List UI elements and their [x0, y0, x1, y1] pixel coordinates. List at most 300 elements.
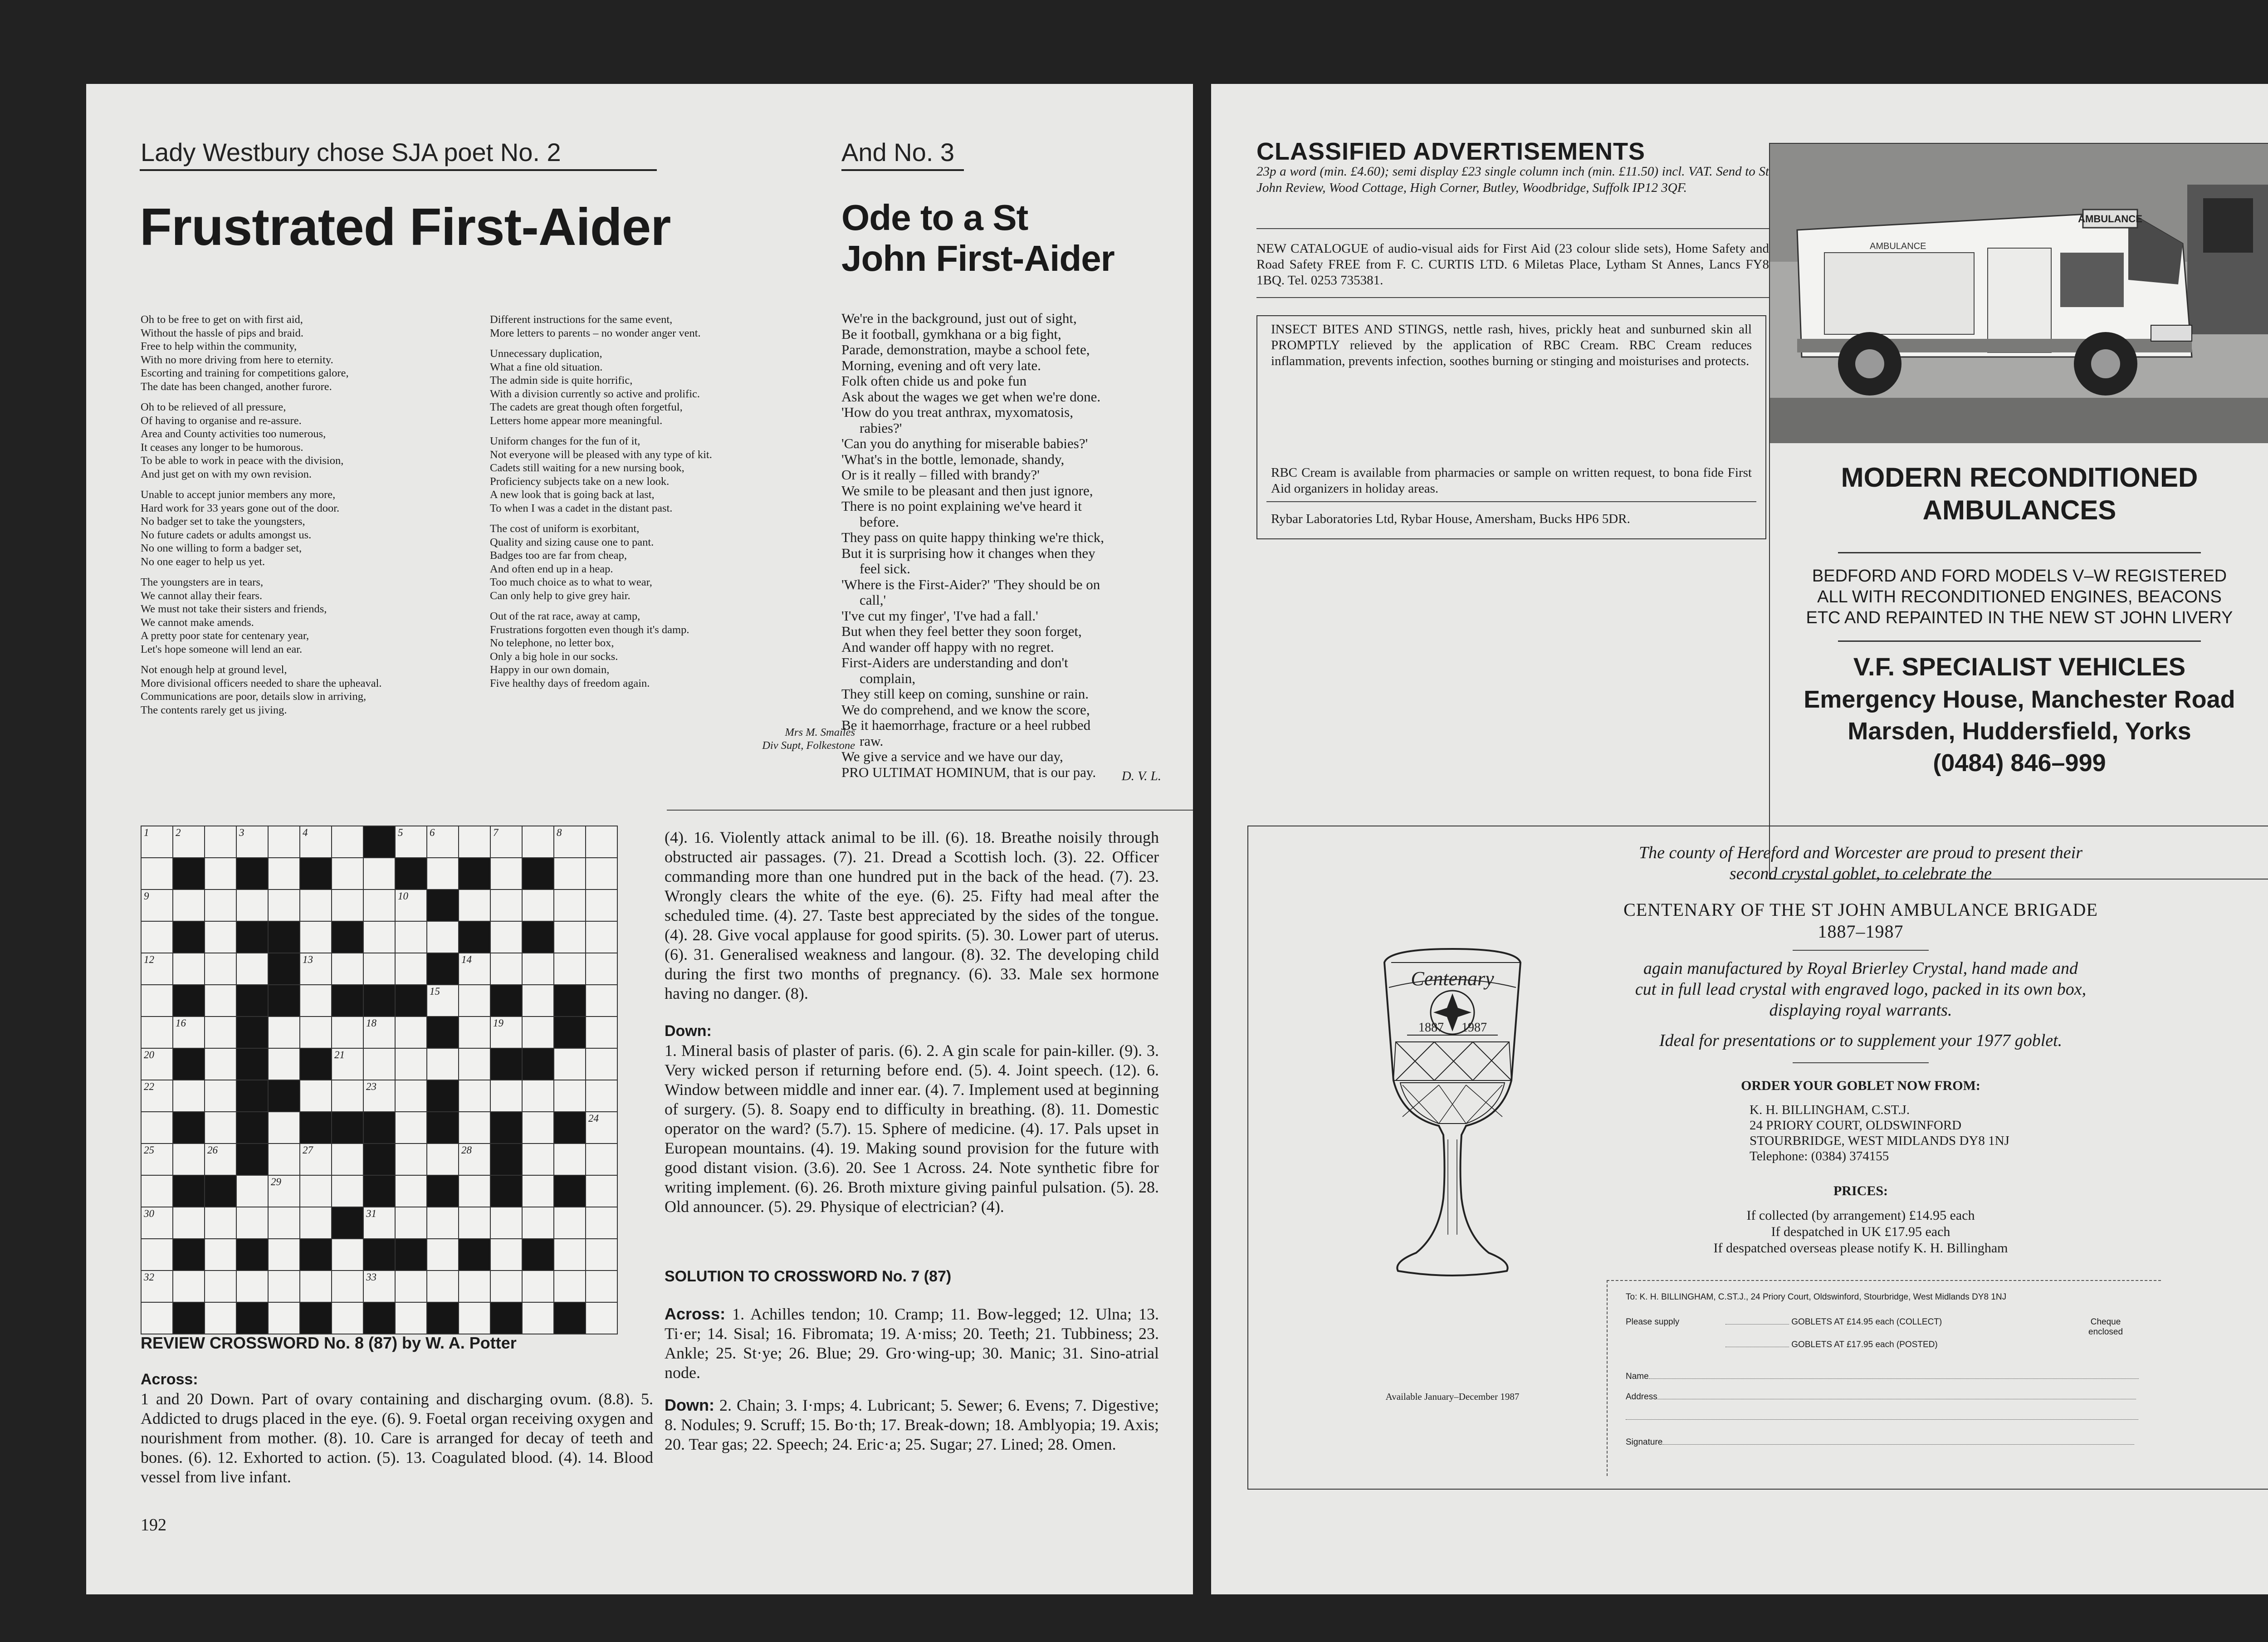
- crossword-clue-number: 5: [398, 827, 403, 838]
- crossword-cell[interactable]: [459, 1175, 490, 1207]
- crossword-black-cell: [522, 858, 554, 889]
- crossword-cell[interactable]: [205, 1048, 236, 1080]
- crossword-cell[interactable]: [268, 1016, 300, 1048]
- poem-line: And often end up in a heap.: [490, 562, 613, 575]
- crossword-cell[interactable]: [427, 858, 459, 889]
- crossword-black-cell: [554, 985, 586, 1016]
- poem2-column-2: [490, 313, 862, 697]
- form-signature-row: Signature: [1626, 1437, 2134, 1447]
- crossword-cell[interactable]: [205, 985, 236, 1016]
- crossword-cell[interactable]: [268, 1239, 300, 1271]
- crossword-cell[interactable]: [268, 858, 300, 889]
- crossword-cell[interactable]: [554, 858, 586, 889]
- crossword-cell[interactable]: [586, 1239, 617, 1271]
- crossword-cell[interactable]: [395, 1175, 427, 1207]
- poem-line: 'How do you treat anthrax, myxomatosis,: [841, 404, 1073, 420]
- crossword-clue-number: 29: [271, 1176, 281, 1188]
- crossword-cell[interactable]: [490, 826, 522, 858]
- crossword-cell[interactable]: [522, 1016, 554, 1048]
- crossword-clue-number: 3: [239, 827, 244, 838]
- insect-bites-ad: INSECT BITES AND STINGS, nettle rash, hives, prickly heat and sunburned skin all PROMPTLY relieved by the application of RBC Cream. RBC Cream reduces inflammation, prevents infection, soothes burning or stinging and moisturises and protects. RBC Cream is available from pharmacies or sample on written request, to bona fide First Aid organizers in holiday areas. Rybar Laboratories Ltd, Rybar House, Amersham, Bucks HP6 5DR.: [1256, 315, 1766, 539]
- crossword-cell[interactable]: [363, 858, 395, 889]
- ambulance-sign: AMBULANCE: [2078, 213, 2142, 225]
- crossword-cell[interactable]: [363, 921, 395, 953]
- crossword-cell[interactable]: [459, 1016, 490, 1048]
- crossword-black-cell: [490, 985, 522, 1016]
- goblet-centenary: CENTENARY OF THE ST JOHN AMBULANCE BRIGADE 1887–1987: [1623, 899, 2098, 942]
- crossword-cell[interactable]: [554, 953, 586, 985]
- crossword-cell[interactable]: [427, 1239, 459, 1271]
- crossword-black-cell: [332, 1207, 363, 1239]
- goblet-engraving-text: Centenary: [1411, 968, 1494, 990]
- available-dates: Available January–December 1987: [1385, 1391, 1520, 1402]
- crossword-cell[interactable]: [490, 1271, 522, 1302]
- crossword-cell[interactable]: [522, 953, 554, 985]
- crossword-clue-number: 15: [430, 986, 440, 997]
- crossword-black-cell: [268, 1080, 300, 1112]
- crossword-cell[interactable]: [332, 1271, 363, 1302]
- crossword-cell[interactable]: [173, 1207, 205, 1239]
- ambulance-body: BEDFORD AND FORD MODELS V–W REGISTERED ALL WITH RECONDITIONED ENGINES, BEACONS ETC AND REPAINTED IN THE NEW ST JOHN LIVERY: [1806, 567, 2233, 627]
- crossword-cell[interactable]: [205, 1239, 236, 1271]
- crossword-cell[interactable]: [205, 1080, 236, 1112]
- poem-line: Oh to be free to get on with first aid,: [141, 313, 303, 326]
- poem-line: The cost of uniform is exorbitant,: [490, 523, 640, 535]
- crossword-cell[interactable]: [141, 1302, 173, 1334]
- poem-line: Parade, demonstration, maybe a school fete,: [841, 342, 1090, 357]
- poem-line: 'I've cut my finger', 'I've had a fall.': [841, 607, 1038, 624]
- crossword-clue-number: 20: [144, 1049, 154, 1060]
- crossword-cell[interactable]: [554, 1207, 586, 1239]
- crossword-cell[interactable]: [332, 1016, 363, 1048]
- classified-title: CLASSIFIED ADVERTISEMENTS: [1256, 138, 1646, 165]
- form-collect-row: GOBLETS AT £14.95 each (COLLECT): [1725, 1317, 1942, 1327]
- crossword-black-cell: [205, 1175, 236, 1207]
- poem-line: Oh to be relieved of all pressure,: [141, 401, 286, 413]
- crossword-cell[interactable]: [586, 1016, 617, 1048]
- prices-list: If collected (by arrangement) £14.95 each If despatched in UK £17.95 each If despatched overseas please notify K. H. Billingham: [1713, 1208, 2008, 1256]
- crossword-cell[interactable]: [300, 826, 332, 858]
- order-title: ORDER YOUR GOBLET NOW FROM:: [1741, 1078, 1980, 1093]
- crossword-clue-number: 2: [176, 827, 181, 838]
- kicker-rule: [841, 169, 964, 171]
- crossword-cell[interactable]: [522, 1175, 554, 1207]
- crossword-cell[interactable]: [205, 1016, 236, 1048]
- crossword-black-cell: [395, 858, 427, 889]
- crossword-black-cell: [427, 1175, 459, 1207]
- crossword-cell[interactable]: [205, 1144, 236, 1175]
- page-number: 192: [141, 1515, 166, 1534]
- poem-line: They still keep on coming, sunshine or rain.: [841, 686, 1089, 702]
- crossword-cell[interactable]: [395, 889, 427, 921]
- crossword-cell[interactable]: [586, 1080, 617, 1112]
- crossword-black-cell: [236, 1016, 268, 1048]
- crossword-cell[interactable]: [427, 1207, 459, 1239]
- crossword-black-cell: [554, 1175, 586, 1207]
- crossword-cell[interactable]: [205, 1271, 236, 1302]
- crossword-cell[interactable]: [300, 985, 332, 1016]
- crossword-cell[interactable]: [332, 1302, 363, 1334]
- crossword-cell[interactable]: [205, 953, 236, 985]
- poem-line: We do comprehend, and we know the score,: [841, 701, 1090, 718]
- crossword-cell[interactable]: [205, 1207, 236, 1239]
- crossword-cell[interactable]: [141, 1016, 173, 1048]
- crossword-cell[interactable]: [141, 1144, 173, 1175]
- crossword-cell[interactable]: [586, 921, 617, 953]
- crossword-cell[interactable]: [332, 858, 363, 889]
- goblet-svg: [1375, 944, 1530, 1289]
- crossword-cell[interactable]: [141, 953, 173, 985]
- crossword-black-cell: [427, 1016, 459, 1048]
- crossword-cell[interactable]: [141, 1271, 173, 1302]
- crossword-cell[interactable]: [363, 1080, 395, 1112]
- crossword-cell[interactable]: [586, 889, 617, 921]
- crossword-cell[interactable]: [268, 1271, 300, 1302]
- crossword-clue-number: 21: [334, 1049, 345, 1060]
- poem-line: Only a big hole in our socks.: [490, 650, 618, 663]
- crossword-cell[interactable]: [332, 1175, 363, 1207]
- crossword-cell[interactable]: [268, 826, 300, 858]
- crossword-black-cell: [363, 1112, 395, 1144]
- crossword-cell[interactable]: [141, 1207, 173, 1239]
- crossword-black-cell: [522, 921, 554, 953]
- poem-line: We cannot allay their fears.: [141, 589, 263, 602]
- poem-line: Not everyone will be pleased with any type of kit.: [490, 448, 712, 461]
- crossword-clue-number: 13: [303, 954, 313, 965]
- crossword-cell[interactable]: [490, 1207, 522, 1239]
- crossword-cell[interactable]: [236, 1207, 268, 1239]
- crossword-cell[interactable]: [205, 858, 236, 889]
- poem-line: No one eager to help us yet.: [141, 555, 265, 568]
- crossword-cell[interactable]: [522, 826, 554, 858]
- crossword-cell[interactable]: [173, 1144, 205, 1175]
- crossword-cell[interactable]: [554, 826, 586, 858]
- crossword-clue-number: 4: [303, 827, 308, 838]
- crossword-cell[interactable]: [300, 1016, 332, 1048]
- crossword-cell[interactable]: [522, 1302, 554, 1334]
- poem-line: Communications are poor, details slow in arriving,: [141, 690, 367, 703]
- classified-rates: 23p a word (min. £4.60); semi display £23 single column inch (min. £11.50) incl. VAT. Send to St John Review, Wood Cottage, High Corner, Butley, Woodbridge, Suffolk IP12 3QF.: [1256, 164, 1769, 195]
- crossword-clue-number: 28: [461, 1144, 472, 1156]
- crossword-cell[interactable]: [173, 889, 205, 921]
- crossword-across-clues-1: Across: 1 and 20 Down. Part of ovary containing and discharging ovum. (8.8). 5. Addicted to drugs placed in the eye. (6). 9. Foetal organ receiving oxygen and nourishment from mother. (8). 10. Care is arranged for decay of teeth and bones. (6). 12. Exhorted to action. (5). 13. Coagulated blood. (4). 14. Blood vessel from live infant.: [141, 1371, 653, 1486]
- poem-line: Out of the rat race, away at camp,: [490, 610, 640, 622]
- crossword-cell[interactable]: [141, 985, 173, 1016]
- crossword-cell[interactable]: [554, 1271, 586, 1302]
- poem-line: Badges too are far from cheap,: [490, 549, 627, 562]
- right-page: [1211, 84, 2268, 1594]
- crossword-cell[interactable]: [205, 1302, 236, 1334]
- crossword-clue-number: 19: [493, 1017, 503, 1029]
- crossword-cell[interactable]: [459, 826, 490, 858]
- crossword-cell[interactable]: [586, 1175, 617, 1207]
- crossword-cell[interactable]: [363, 1207, 395, 1239]
- crossword-cell[interactable]: [173, 826, 205, 858]
- crossword-cell[interactable]: [490, 858, 522, 889]
- crossword-black-cell: [300, 1239, 332, 1271]
- crossword-cell[interactable]: [522, 1207, 554, 1239]
- crossword-clue-number: 12: [144, 954, 154, 965]
- crossword-cell[interactable]: [173, 1271, 205, 1302]
- crossword-cell[interactable]: [459, 1302, 490, 1334]
- crossword-cell[interactable]: [173, 1080, 205, 1112]
- crossword-clue-number: 26: [207, 1144, 218, 1156]
- ambulance-ad: [1769, 143, 2268, 880]
- crossword-cell[interactable]: [586, 858, 617, 889]
- crossword-cell[interactable]: [363, 953, 395, 985]
- crossword-cell[interactable]: [363, 1048, 395, 1080]
- crossword-cell[interactable]: [459, 1112, 490, 1144]
- crossword-cell[interactable]: [395, 1016, 427, 1048]
- crossword-cell[interactable]: [268, 1112, 300, 1144]
- crossword-cell[interactable]: [459, 889, 490, 921]
- form-name-field[interactable]: [1649, 1378, 2139, 1379]
- crossword-black-cell: [236, 985, 268, 1016]
- crossword-cell[interactable]: [586, 985, 617, 1016]
- crossword-black-cell: [300, 858, 332, 889]
- goblet-ideal: Ideal for presentations or to supplement your 1977 goblet.: [1659, 1031, 2063, 1050]
- crossword-cell[interactable]: [427, 1048, 459, 1080]
- crossword-cell[interactable]: [522, 1112, 554, 1144]
- crossword-cell[interactable]: [205, 1112, 236, 1144]
- crossword-cell[interactable]: [268, 889, 300, 921]
- crossword-cell[interactable]: [332, 826, 363, 858]
- crossword-cell[interactable]: [459, 953, 490, 985]
- crossword-black-cell: [427, 1112, 459, 1144]
- poem-line: We're in the background, just out of sight,: [841, 310, 1077, 326]
- crossword-cell[interactable]: [554, 1144, 586, 1175]
- crossword-cell[interactable]: [459, 1080, 490, 1112]
- poem-stanza: [141, 488, 531, 568]
- crossword-cell[interactable]: [490, 889, 522, 921]
- crossword-cell[interactable]: [205, 921, 236, 953]
- crossword-cell[interactable]: [586, 1207, 617, 1239]
- crossword-cell[interactable]: [490, 921, 522, 953]
- crossword-clue-number: 24: [588, 1113, 599, 1124]
- crossword-black-cell: [236, 1080, 268, 1112]
- crossword-cell[interactable]: [236, 889, 268, 921]
- poem-line: And just get on with my own revision.: [141, 468, 312, 480]
- crossword-clue-number: 23: [366, 1081, 376, 1092]
- crossword-cell[interactable]: [522, 985, 554, 1016]
- crossword-black-cell: [554, 1302, 586, 1334]
- crossword-cell[interactable]: [586, 1302, 617, 1334]
- crossword-cell[interactable]: [173, 1016, 205, 1048]
- crossword-cell[interactable]: [554, 1080, 586, 1112]
- crossword-cell[interactable]: [332, 953, 363, 985]
- crossword-cell[interactable]: [141, 1175, 173, 1207]
- solution-title: SOLUTION TO CROSSWORD No. 7 (87): [665, 1268, 952, 1285]
- crossword-black-cell: [332, 1048, 363, 1080]
- crossword-cell[interactable]: [586, 1048, 617, 1080]
- form-cheque-note: Cheque enclosed: [2088, 1317, 2123, 1337]
- crossword-cell[interactable]: [141, 826, 173, 858]
- crossword-cell[interactable]: [395, 1207, 427, 1239]
- poem-line: The cadets are great though often forgetful,: [490, 401, 683, 413]
- crossword-cell[interactable]: [236, 1175, 268, 1207]
- crossword-cell[interactable]: [490, 1239, 522, 1271]
- crossword-black-cell: [173, 1112, 205, 1144]
- crossword-cell[interactable]: [141, 1112, 173, 1144]
- form-signature-field[interactable]: [1662, 1444, 2134, 1445]
- crossword-cell[interactable]: [300, 921, 332, 953]
- crossword-cell[interactable]: [268, 1144, 300, 1175]
- crossword-black-cell: [236, 921, 268, 953]
- poem-line: With a division currently so active and prolific.: [490, 387, 700, 400]
- crossword-clue-number: 18: [366, 1017, 376, 1029]
- crossword-black-cell: [236, 1112, 268, 1144]
- poem-line: We must not take their sisters and friends,: [141, 603, 327, 615]
- poem-line: Uniform changes for the fun of it,: [490, 435, 640, 447]
- crossword-cell[interactable]: [490, 953, 522, 985]
- poem-line: To be able to work in peace with the division,: [141, 454, 344, 467]
- crossword-cell[interactable]: [554, 1239, 586, 1271]
- crossword-cell[interactable]: [459, 1048, 490, 1080]
- crossword-clue-number: 32: [144, 1271, 154, 1283]
- poem-line: Escorting and training for competitions galore,: [141, 367, 349, 379]
- crossword-cell[interactable]: [459, 1271, 490, 1302]
- form-to: To: K. H. BILLINGHAM, C.ST.J., 24 Priory Court, Oldswinford, Stourbridge, West Midlands DY8 1NJ: [1626, 1292, 2007, 1302]
- poem-line: We cannot make amends.: [141, 616, 254, 629]
- form-posted-row: GOBLETS AT £17.95 each (POSTED): [1725, 1340, 1938, 1350]
- crossword-cell[interactable]: [141, 921, 173, 953]
- crossword-cell[interactable]: [268, 1207, 300, 1239]
- classified-rule: [1256, 297, 1769, 298]
- crossword-cell[interactable]: [427, 826, 459, 858]
- crossword-black-cell: [236, 1048, 268, 1080]
- crossword-cell[interactable]: [490, 1080, 522, 1112]
- crossword-cell[interactable]: [395, 1048, 427, 1080]
- crossword-cell[interactable]: [141, 1239, 173, 1271]
- crossword-cell[interactable]: [554, 921, 586, 953]
- crossword-cell[interactable]: [395, 826, 427, 858]
- crossword-black-cell: [490, 1175, 522, 1207]
- crossword-cell[interactable]: [363, 889, 395, 921]
- crossword-cell[interactable]: [522, 1144, 554, 1175]
- crossword-cell[interactable]: [300, 889, 332, 921]
- form-address-field-2[interactable]: [1626, 1419, 2138, 1420]
- crossword-cell[interactable]: [300, 1207, 332, 1239]
- crossword-cell[interactable]: [427, 1144, 459, 1175]
- crossword-cell[interactable]: [173, 953, 205, 985]
- crossword-cell[interactable]: [332, 1080, 363, 1112]
- poem-line: Be it football, gymkhana or a big fight,: [841, 326, 1061, 342]
- crossword-clue-number: 27: [303, 1144, 313, 1156]
- crossword-cell[interactable]: [141, 1080, 173, 1112]
- crossword-cell[interactable]: [332, 1239, 363, 1271]
- poem-line: No future cadets or adults amongst us.: [141, 528, 312, 541]
- crossword-cell[interactable]: [586, 1271, 617, 1302]
- crossword-cell[interactable]: [586, 1112, 617, 1144]
- crossword-cell[interactable]: [236, 1271, 268, 1302]
- poem-line: Proficiency subjects take on a new look.: [490, 475, 670, 488]
- crossword-cell[interactable]: [459, 985, 490, 1016]
- crossword-cell[interactable]: [141, 889, 173, 921]
- poem-line: We give a service and we have our day,: [841, 748, 1063, 764]
- crossword-cell[interactable]: [586, 953, 617, 985]
- crossword-cell[interactable]: [395, 1144, 427, 1175]
- poem-stanza: [490, 313, 862, 340]
- crossword-cell[interactable]: [236, 953, 268, 985]
- poem-stanza: [141, 663, 531, 717]
- crossword-cell[interactable]: [586, 1144, 617, 1175]
- crossword-black-cell: [363, 1175, 395, 1207]
- crossword-cell[interactable]: [554, 1048, 586, 1080]
- crossword-black-cell: [173, 1175, 205, 1207]
- crossword-black-cell: [427, 953, 459, 985]
- poem-stanza: [490, 522, 862, 602]
- crossword-cell[interactable]: [586, 826, 617, 858]
- crossword-cell[interactable]: [395, 1271, 427, 1302]
- poem-stanza: [141, 576, 531, 656]
- crossword-black-cell: [427, 889, 459, 921]
- crossword-black-cell: [173, 1239, 205, 1271]
- crossword-cell[interactable]: [459, 1144, 490, 1175]
- crossword-cell[interactable]: [268, 1048, 300, 1080]
- crossword-black-cell: [300, 1048, 332, 1080]
- poem-line: More divisional officers needed to share the upheaval.: [141, 677, 382, 689]
- crossword-cell[interactable]: [395, 1112, 427, 1144]
- crossword-cell[interactable]: [268, 1302, 300, 1334]
- crossword-cell[interactable]: [300, 1271, 332, 1302]
- crossword-cell[interactable]: [332, 889, 363, 921]
- crossword-cell[interactable]: [395, 1080, 427, 1112]
- crossword-black-cell: [236, 1239, 268, 1271]
- crossword-cell[interactable]: [427, 985, 459, 1016]
- poem-line: First-Aiders are understanding and don't: [841, 655, 1068, 670]
- crossword-cell[interactable]: [427, 921, 459, 953]
- crossword-black-cell: [268, 921, 300, 953]
- crossword-cell[interactable]: [141, 858, 173, 889]
- crossword-cell[interactable]: [427, 1271, 459, 1302]
- crossword-cell[interactable]: [300, 1080, 332, 1112]
- crossword-cell[interactable]: [300, 1175, 332, 1207]
- poem-line: Morning, evening and oft very late.: [841, 357, 1041, 373]
- crossword-cell[interactable]: [395, 1302, 427, 1334]
- poem-line: Five healthy days of freedom again.: [490, 677, 650, 689]
- crossword-cell[interactable]: [300, 953, 332, 985]
- poem2-kicker: Lady Westbury chose SJA poet No. 2: [141, 138, 561, 166]
- ambulance-headline: MODERN RECONDITIONED AMBULANCES: [1841, 462, 2198, 525]
- poem-line: Be it haemorrhage, fracture or a heel rubbed: [841, 717, 1091, 733]
- crossword-cell[interactable]: [554, 889, 586, 921]
- poem-line: The contents rarely get us jiving.: [141, 704, 287, 716]
- crossword-cell[interactable]: [141, 1048, 173, 1080]
- poem-line: 'Can you do anything for miserable babies?': [841, 435, 1088, 451]
- crossword-cell[interactable]: [522, 1271, 554, 1302]
- form-address-row: Address: [1626, 1392, 2136, 1402]
- crossword-cell[interactable]: [522, 1080, 554, 1112]
- solution-body: Across: 1. Achilles tendon; 10. Cramp; 11. Bow-legged; 12. Ulna; 13. Ti·er; 14. Sisal; 16. Fibromata; 19. A·miss; 20. Teeth; 21. Tubbiness; 23. Ankle; 25. St·ye; 26. Blue; 29. Gro·wing-up; 30. Manic; 31. Sino-atrial node. Down: 2. Chain; 3. I·mps; 4. Lubricant; 5. Sewer; 6. Evens; 7. Digestive; 8. Nodules; 9. Scruff; 15. Bo·th; 17. Break-down; 18. Amblyopia; 19. Axis; 20. Tear gas; 22. Speech; 24. Eric·a; 25. Sugar; 27. Lined; 28. Omen.: [665, 1305, 1159, 1453]
- poem-stanza: [490, 347, 862, 427]
- poem3-kicker: And No. 3: [841, 138, 955, 166]
- crossword-cell[interactable]: [205, 826, 236, 858]
- crossword-cell[interactable]: [395, 953, 427, 985]
- poem-stanza: [141, 401, 531, 481]
- crossword-clue-number: 30: [144, 1208, 154, 1219]
- crossword-black-cell: [332, 985, 363, 1016]
- poem-line: But when they feel better they soon forget,: [841, 623, 1082, 639]
- vf-company-name: V.F. SPECIALIST VEHICLES: [1853, 652, 2186, 681]
- crossword-cell[interactable]: [459, 1207, 490, 1239]
- crossword-black-cell: [236, 826, 268, 858]
- crossword-black-cell: [363, 826, 395, 858]
- poem-line: A new look that is going back at last,: [490, 489, 655, 501]
- crossword-cell[interactable]: [205, 889, 236, 921]
- crossword-cell[interactable]: [522, 889, 554, 921]
- crossword-cell[interactable]: [332, 1144, 363, 1175]
- crossword-cell[interactable]: [395, 921, 427, 953]
